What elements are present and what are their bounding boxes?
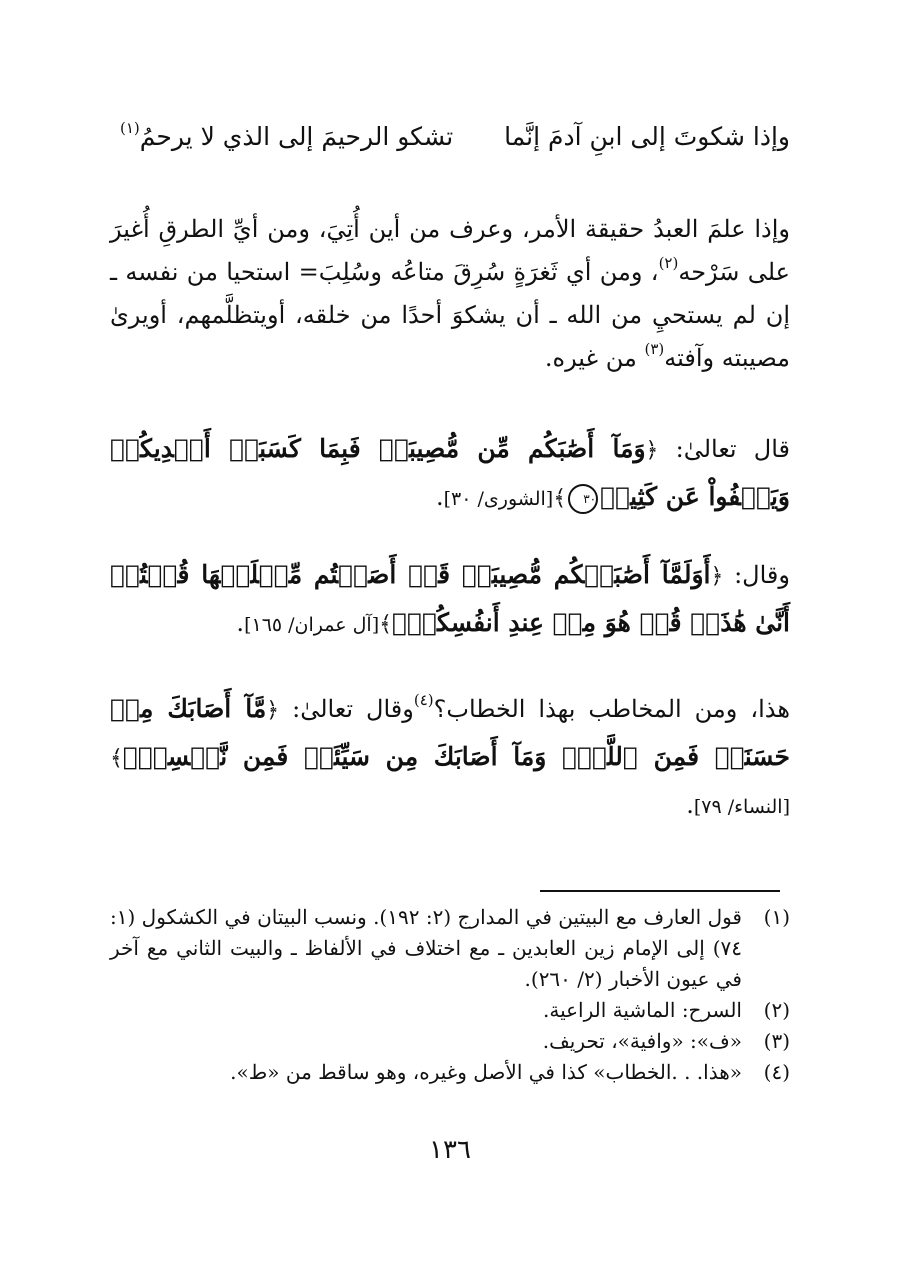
intro-text: هذا، ومن المخاطب بهذا الخطاب؟ — [433, 695, 790, 723]
footnote-text: «ف»: «وافية»، تحريف. — [542, 1029, 742, 1053]
footnote-marker: (٣) — [644, 340, 665, 358]
paragraph-4 — [110, 686, 790, 830]
footnote-marker: (٢) — [658, 254, 679, 272]
quran-verse: مَّآ أَصَابَكَ مِنۡ حَسَنَةٖ فَمِنَ ٱللَّهِۖ وَمَآ أَصَابَكَ مِن سَيِّئَةٖ فَمِن نَّفۡسِكَۚ — [110, 694, 790, 771]
footnote-marker: (١) — [120, 119, 140, 137]
paragraph-2 — [110, 426, 790, 522]
quran-verse: أَوَلَمَّآ أَصَٰبَتۡكُم مُّصِيبَةٞ قَدۡ أَصَبۡتُم مِّثۡلَيۡهَا قُلۡتُمۡ أَنَّىٰ هَٰذَاۖ قُلۡ هُوَ مِنۡ عِندِ أَنفُسِكُمۡۗ — [110, 560, 790, 637]
footnote-marker: (٤) — [413, 691, 434, 709]
ayah-number-mark: ٣٠ — [568, 484, 598, 514]
footnote-item — [110, 1026, 790, 1057]
intro-text: وقال تعالىٰ: — [279, 695, 414, 723]
page-number: ١٣٦ — [429, 1135, 471, 1165]
footnote-item — [110, 995, 790, 1026]
paragraph-3 — [110, 552, 790, 648]
footnotes — [110, 902, 790, 1088]
end-punct: . — [236, 609, 245, 637]
quran-brace-open: ﴿ — [645, 438, 659, 463]
footnote-item — [110, 1057, 790, 1088]
end-punct: . — [686, 791, 694, 819]
footnote-number: (١) — [763, 905, 790, 929]
quran-brace-close: ﴾ — [379, 612, 393, 637]
surah-reference: [النساء/ ٧٩] — [693, 796, 790, 818]
footnote-item — [110, 902, 790, 995]
verse-first-hemistich: وإذا شكوتَ إلى ابنِ آدمَ إنَّما — [504, 122, 790, 151]
footnote-text: «هذا. . .الخطاب» كذا في الأصل وغيره، وهو ساقط من «ط». — [230, 1060, 742, 1084]
paragraph-text: وإذا علمَ العبدُ حقيقة الأمر، وعرف من أين أُتِيَ، ومن أيِّ الطرقِ أُغيرَ على سَرْحه — [110, 215, 791, 286]
surah-reference: [الشورى/ ٣٠] — [443, 488, 554, 510]
footnote-text: السرح: الماشية الراعية. — [542, 998, 742, 1022]
intro-text: وقال: — [723, 561, 790, 589]
quran-brace-close: ﴾ — [110, 746, 123, 771]
paragraph-text: من غيره. — [544, 344, 645, 372]
end-punct: . — [435, 483, 444, 511]
surah-reference: [آل عمران/ ١٦٥] — [244, 614, 380, 636]
quran-brace-open: ﴿ — [710, 564, 724, 589]
intro-text: قال تعالىٰ: — [658, 435, 790, 463]
footnote-number: (٢) — [763, 998, 790, 1022]
quran-brace-close: ﴾ — [553, 486, 567, 511]
quran-verse: وَمَآ أَصَٰبَكُم مِّن مُّصِيبَةٖ فَبِمَا كَسَبَتۡ أَيۡدِيكُمۡ وَيَعۡفُواْ عَن كَثِيرٖ — [110, 434, 790, 511]
poetry-verse — [110, 112, 790, 162]
quran-brace-open: ﴿ — [266, 698, 280, 723]
verse-second-hemistich: تشكو الرحيمَ إلى الذي لا يرحمُ$^{(١)}$ — [120, 119, 454, 151]
footnote-separator — [540, 890, 780, 892]
paragraph-text: ، ومن أي ثَغرَةٍ سُرِقَ متاعُه وسُلِبَ= استحيا من نفسه ـ إن لم يستحيِ من الله ـ أن يشكوَ أحدًا من خلقه، أويتظلَّمهم، أويرىٰ مصيبته وآفته — [110, 258, 790, 372]
footnote-text: قول العارف مع البيتين في المدارج (٢: ١٩٢). ونسب البيتان في الكشكول (١: ٧٤) إلى الإمام زين العابدين ـ مع اختلاف في الألفاظ ـ والبيت الثاني مع آخر في عيون الأخبار (٢/ ٢٦٠). — [110, 905, 742, 991]
footnote-number: (٤) — [763, 1060, 790, 1084]
footnote-number: (٣) — [763, 1029, 790, 1053]
paragraph-1 — [110, 208, 790, 380]
